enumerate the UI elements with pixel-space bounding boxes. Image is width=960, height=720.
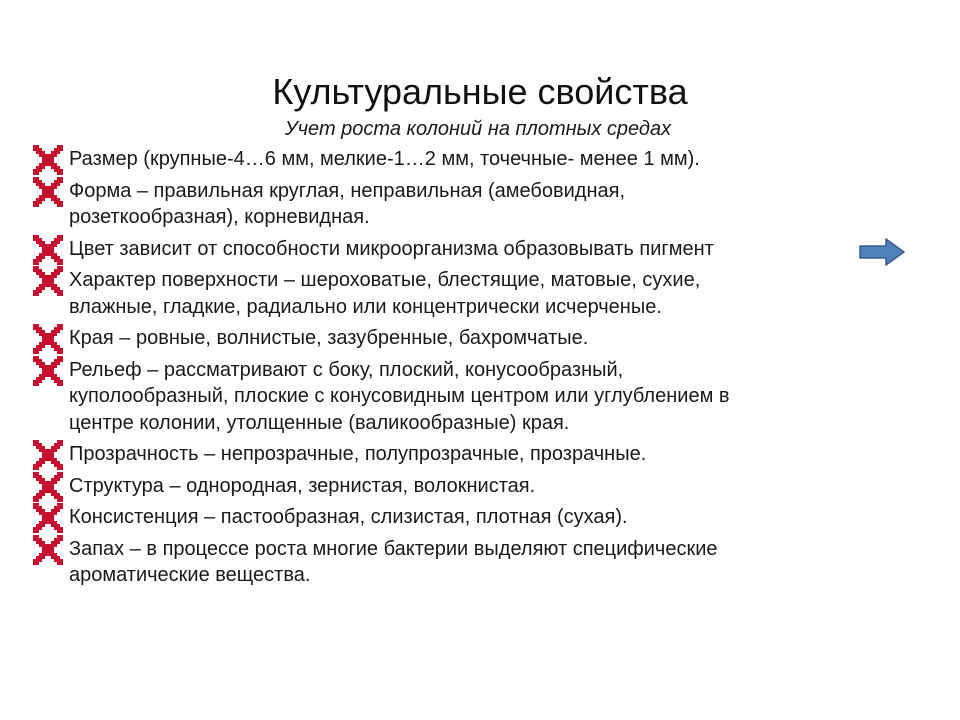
list-item-text-line: куполообразный, плоские с конусовидным центром или углублением в [69,385,730,407]
list-item [33,357,933,437]
list-item [33,441,933,468]
cross-stitch-bullet-icon [33,324,63,354]
list-item [33,146,933,173]
slide-title: Культуральные свойства [272,71,688,112]
list-item-text-line: Запах – в процессе роста многие бактерии выделяют специфические [69,537,718,560]
list-item-text-line: Прозрачность – непрозрачные, полупрозрачные, прозрачные. [69,443,647,465]
list-item-text-line: Характер поверхности – шероховатые, блестящие, матовые, сухие, [69,269,701,291]
list-item [33,236,933,263]
list-item [33,504,933,531]
right-arrow-icon [859,238,905,266]
list-item-text-line: Размер (крупные-4…6 мм, мелкие-1…2 мм, точечные- менее 1 мм). [69,148,700,170]
list-item-text-line: центре колонии, утолщенные (валикообразные) края. [69,411,570,434]
list-item-text-line: Края – ровные, волнистые, зазубренные, бахромчатые. [69,327,589,349]
list-item-text-line: Рельеф – рассматривают с боку, плоский, конусообразный, [69,358,624,381]
cross-stitch-bullet-icon [33,535,63,565]
list-item-text-line: Консистенция – пастообразная, слизистая, плотная (сухая). [69,506,628,528]
list-item [33,178,933,231]
list-item-text-line: ароматические вещества. [69,564,311,586]
cross-stitch-bullet-icon [33,440,63,470]
bullet-list [33,146,933,594]
cross-stitch-bullet-icon [33,356,63,386]
cross-stitch-bullet-icon [33,177,63,207]
list-item [33,325,933,352]
cross-stitch-bullet-icon [33,145,63,175]
list-item-text-line: Цвет зависит от способности микроорганизма образовывать пигмент [69,237,714,260]
list-item-text-line: розеткообразная), корневидная. [69,206,370,228]
list-item [33,267,933,320]
cross-stitch-bullet-icon [33,266,63,296]
list-item-text-line: Форма – правильная круглая, неправильная (амебовидная, [69,179,626,202]
list-item-text-line: Структура – однородная, зернистая, волокнистая. [69,474,536,497]
cross-stitch-bullet-icon [33,503,63,533]
cross-stitch-bullet-icon [33,235,63,265]
list-item [33,473,933,500]
list-item-text-line: влажные, гладкие, радиально или концентрически исчерченые. [69,295,662,318]
slide-subtitle: Учет роста колоний на плотных средах [284,118,672,140]
cross-stitch-bullet-icon [33,472,63,502]
list-item [33,536,933,589]
